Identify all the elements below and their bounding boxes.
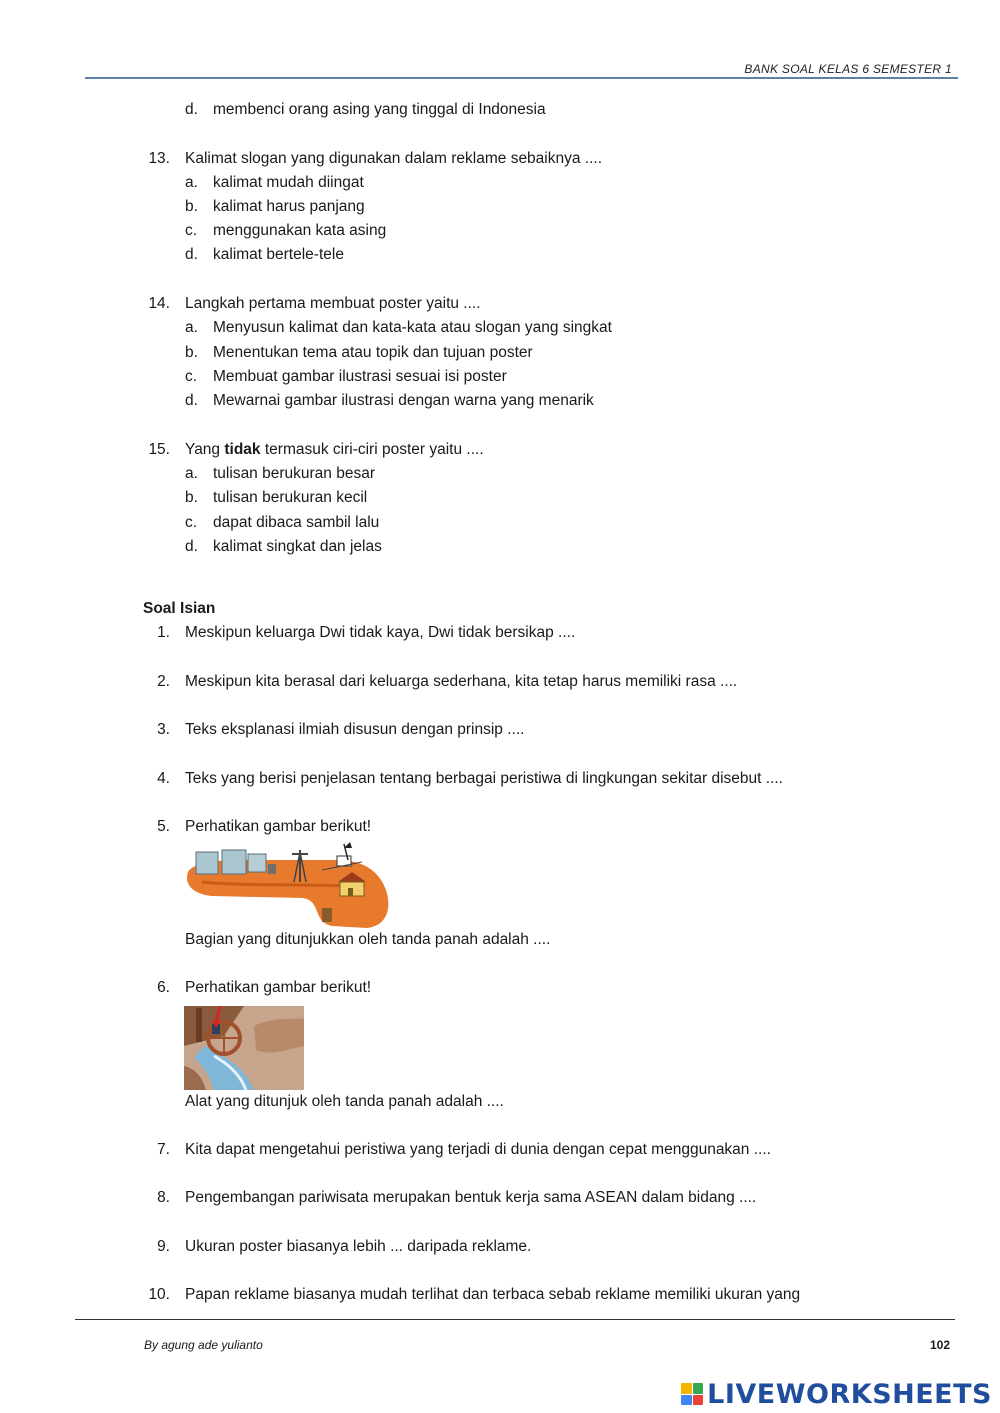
header-divider bbox=[85, 77, 958, 79]
water-wheel-illustration bbox=[184, 1006, 304, 1090]
option-text: kalimat singkat dan jelas bbox=[213, 538, 382, 555]
essay-text: Teks yang berisi penjelasan tentang berbagai peristiwa di lingkungan sekitar disebut .... bbox=[185, 770, 783, 787]
essay-number: 9. bbox=[157, 1238, 170, 1255]
industry-illustration bbox=[182, 842, 392, 930]
option-text: tulisan berukuran besar bbox=[213, 465, 375, 482]
option-text: kalimat harus panjang bbox=[213, 198, 365, 215]
continued-option-letter: d. bbox=[185, 101, 198, 118]
option-text: kalimat mudah diingat bbox=[213, 174, 364, 191]
header-title: BANK SOAL KELAS 6 SEMESTER 1 bbox=[744, 62, 952, 76]
option-letter: a. bbox=[185, 319, 198, 336]
essay-number: 7. bbox=[157, 1141, 170, 1158]
essay-number: 8. bbox=[157, 1189, 170, 1206]
question-number: 14. bbox=[148, 295, 170, 312]
essay-text: Pengembangan pariwisata merupakan bentuk kerja sama ASEAN dalam bidang .... bbox=[185, 1189, 757, 1206]
option-letter: a. bbox=[185, 465, 198, 482]
liveworksheets-logo-icon bbox=[681, 1383, 703, 1405]
option-letter: c. bbox=[185, 368, 198, 385]
footer-divider bbox=[75, 1319, 955, 1320]
continued-option-text: membenci orang asing yang tinggal di Indonesia bbox=[213, 101, 546, 118]
page-number: 102 bbox=[929, 1338, 950, 1352]
option-letter: b. bbox=[185, 344, 198, 361]
option-text: Menyusun kalimat dan kata-kata atau slogan yang singkat bbox=[213, 319, 612, 336]
option-text: Mewarnai gambar ilustrasi dengan warna yang menarik bbox=[213, 392, 594, 409]
essay-followup: Bagian yang ditunjukkan oleh tanda panah adalah .... bbox=[185, 931, 551, 948]
liveworksheets-watermark bbox=[681, 1378, 992, 1410]
essay-text: Ukuran poster biasanya lebih ... daripada reklame. bbox=[185, 1238, 532, 1255]
essay-followup: Alat yang ditunjuk oleh tanda panah adalah .... bbox=[185, 1093, 504, 1110]
option-letter: c. bbox=[185, 222, 198, 239]
question-number: 15. bbox=[148, 441, 170, 458]
watermark-text: LIVEWORKSHEETS bbox=[707, 1378, 992, 1410]
option-letter: b. bbox=[185, 198, 198, 215]
essay-text: Papan reklame biasanya mudah terlihat dan terbaca sebab reklame memiliki ukuran yang bbox=[185, 1286, 801, 1303]
essay-text: Perhatikan gambar berikut! bbox=[185, 818, 372, 835]
essay-number: 1. bbox=[157, 624, 170, 641]
option-text: tulisan berukuran kecil bbox=[213, 489, 368, 506]
option-letter: d. bbox=[185, 246, 198, 263]
essay-text: Meskipun kita berasal dari keluarga sederhana, kita tetap harus memiliki rasa .... bbox=[185, 673, 738, 690]
essay-number: 10. bbox=[148, 1286, 170, 1303]
essay-number: 4. bbox=[157, 770, 170, 787]
question-text: Kalimat slogan yang digunakan dalam reklame sebaiknya .... bbox=[185, 150, 603, 167]
option-letter: d. bbox=[185, 392, 198, 409]
essay-text: Kita dapat mengetahui peristiwa yang terjadi di dunia dengan cepat menggunakan .... bbox=[185, 1141, 771, 1158]
essay-text: Meskipun keluarga Dwi tidak kaya, Dwi tidak bersikap .... bbox=[185, 624, 576, 641]
option-text: dapat dibaca sambil lalu bbox=[213, 514, 380, 531]
question-number: 13. bbox=[148, 150, 170, 167]
option-letter: c. bbox=[185, 514, 198, 531]
question-text-part: termasuk ciri-ciri poster yaitu .... bbox=[260, 441, 484, 458]
question-text-part: Yang bbox=[185, 441, 225, 458]
option-text: kalimat bertele-tele bbox=[213, 246, 344, 263]
essay-number: 3. bbox=[157, 721, 170, 738]
essay-number: 2. bbox=[157, 673, 170, 690]
option-text: Menentukan tema atau topik dan tujuan poster bbox=[213, 344, 533, 361]
option-text: menggunakan kata asing bbox=[213, 222, 387, 239]
essay-number: 6. bbox=[157, 979, 170, 996]
essay-number: 5. bbox=[157, 818, 170, 835]
option-text: Membuat gambar ilustrasi sesuai isi poster bbox=[213, 368, 507, 385]
footer-author: By agung ade yulianto bbox=[144, 1338, 263, 1352]
essay-text: Teks eksplanasi ilmiah disusun dengan prinsip .... bbox=[185, 721, 525, 738]
essay-text: Perhatikan gambar berikut! bbox=[185, 979, 372, 996]
section-title: Soal Isian bbox=[143, 600, 216, 617]
option-letter: d. bbox=[185, 538, 198, 555]
question-text bbox=[185, 441, 484, 459]
option-letter: b. bbox=[185, 489, 198, 506]
question-text: Langkah pertama membuat poster yaitu .... bbox=[185, 295, 481, 312]
option-letter: a. bbox=[185, 174, 198, 191]
question-text-emphasis: tidak bbox=[224, 441, 261, 458]
